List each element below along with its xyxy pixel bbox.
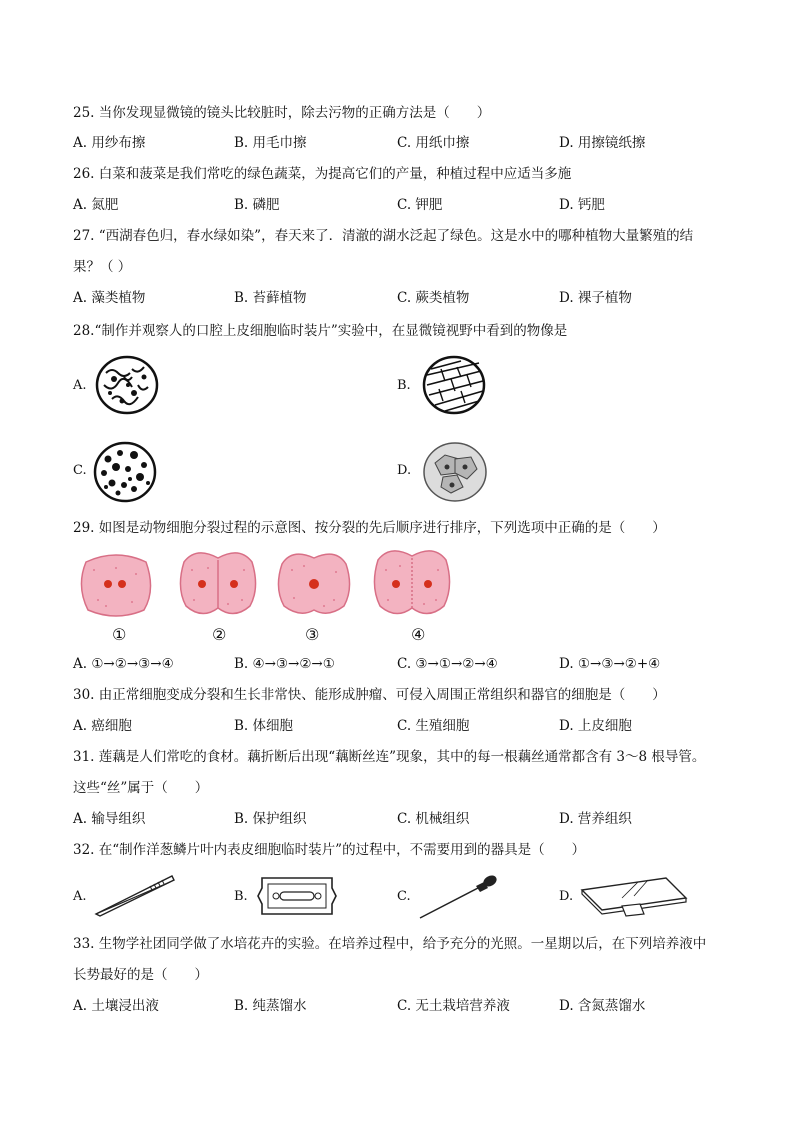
cell-division-stage-1-icon	[76, 550, 156, 620]
q30-option-b[interactable]: B. 体细胞	[234, 718, 294, 734]
cell-division-stage-4-icon	[370, 546, 454, 620]
q31-option-a[interactable]: A. 输导组织	[73, 811, 146, 827]
q29-option-a[interactable]: A. ①→②→③→④	[73, 656, 174, 672]
epithelial-cells-icon[interactable]	[421, 441, 489, 503]
q30-option-a[interactable]: A. 癌细胞	[73, 718, 132, 734]
q33-stem-line2: 长势最好的是（ ）	[73, 967, 208, 983]
q29-option-c[interactable]: C. ③→①→②→④	[397, 656, 498, 672]
q28-option-c-label[interactable]: C.	[73, 463, 87, 478]
q29-stem: 29. 如图是动物细胞分裂过程的示意图、按分裂的先后顺序进行排序，下列选项中正确的是（ ）	[73, 520, 666, 536]
q27-stem-line1: 27. “西湖春色归，春水绿如染”，春天来了．清澈的湖水泛起了绿色。这是水中的哪种植物大量繁殖的结	[73, 228, 694, 244]
q28-option-b-label[interactable]: B.	[397, 378, 411, 393]
q33-stem-line1: 33. 生物学社团同学做了水培花卉的实验。在培养过程中，给予充分的光照。一星期以后，在下列培养液中	[73, 936, 707, 952]
fig-label-4: ④	[411, 625, 426, 644]
q30-option-d[interactable]: D. 上皮细胞	[559, 718, 632, 734]
q27-option-d[interactable]: D. 裸子植物	[559, 290, 632, 306]
q31-option-d[interactable]: D. 营养组织	[559, 811, 632, 827]
q26-option-a[interactable]: A. 氮肥	[73, 197, 119, 213]
q25-option-c[interactable]: C. 用纸巾擦	[397, 135, 470, 151]
q32-option-c-label[interactable]: C.	[397, 889, 411, 904]
q28-option-d-label[interactable]: D.	[397, 463, 412, 478]
cell-division-stage-3-icon	[274, 548, 354, 620]
q32-option-a-label[interactable]: A.	[73, 889, 87, 904]
q25-option-d[interactable]: D. 用擦镜纸擦	[559, 135, 646, 151]
q25-option-b[interactable]: B. 用毛巾擦	[234, 135, 307, 151]
q33-option-d[interactable]: D. 含氮蒸馏水	[559, 998, 646, 1014]
q27-option-c[interactable]: C. 蕨类植物	[397, 290, 470, 306]
q32-stem: 32. 在“制作洋葱鳞片叶内表皮细胞临时装片”的过程中，不需要用到的器具是（ ）	[73, 842, 586, 858]
q25-stem: 25. 当你发现显微镜的镜头比较脏时，除去污物的正确方法是（ ）	[73, 105, 491, 121]
q30-option-c[interactable]: C. 生殖细胞	[397, 718, 470, 734]
cell-division-stage-2-icon	[176, 548, 260, 620]
q31-option-c[interactable]: C. 机械组织	[397, 811, 470, 827]
q28-option-a-label[interactable]: A.	[73, 378, 87, 393]
fig-label-1: ①	[112, 625, 127, 644]
elongated-cells-icon[interactable]	[421, 355, 487, 415]
q32-option-d-label[interactable]: D.	[559, 889, 574, 904]
q28-stem: 28.“制作并观察人的口腔上皮细胞临时装片”实验中，在显微镜视野中看到的物像是	[73, 323, 568, 339]
q30-stem: 30. 由正常细胞变成分裂和生长非常快、能形成肿瘤、可侵入周围正常组织和器官的细胞是（ ）	[73, 687, 666, 703]
q31-stem-line2: 这些“丝”属于（ ）	[73, 780, 209, 796]
q33-option-c[interactable]: C. 无土栽培营养液	[397, 998, 510, 1014]
tweezers-icon[interactable]	[92, 870, 176, 920]
q26-option-b[interactable]: B. 磷肥	[234, 197, 280, 213]
q31-option-b[interactable]: B. 保护组织	[234, 811, 307, 827]
q31-stem-line1: 31. 莲藕是人们常吃的食材。藕折断后出现“藕断丝连”现象，其中的每一根藕丝通常都含有 3～8 根导管。	[73, 749, 706, 765]
q32-option-b-label[interactable]: B.	[234, 889, 248, 904]
fig-label-3: ③	[305, 625, 320, 644]
q27-stem-line2: 果？（ ）	[73, 259, 132, 275]
glass-slide-icon[interactable]	[578, 872, 690, 924]
q27-option-a[interactable]: A. 藻类植物	[73, 290, 146, 306]
q27-option-b[interactable]: B. 苔藓植物	[234, 290, 307, 306]
q33-option-a[interactable]: A. 土壤浸出液	[73, 998, 159, 1014]
q26-stem: 26. 白菜和菠菜是我们常吃的绿色蔬菜，为提高它们的产量，种植过程中应适当多施	[73, 166, 572, 182]
razor-blade-icon[interactable]	[256, 874, 338, 918]
dropper-icon[interactable]	[416, 872, 500, 922]
q25-option-a[interactable]: A. 用纱布擦	[73, 135, 146, 151]
q26-option-c[interactable]: C. 钾肥	[397, 197, 443, 213]
fig-label-2: ②	[212, 625, 227, 644]
q33-option-b[interactable]: B. 纯蒸馏水	[234, 998, 307, 1014]
dotted-cells-icon[interactable]	[92, 441, 158, 503]
q29-option-d[interactable]: D. ①→③→②+④	[559, 656, 661, 672]
q26-option-d[interactable]: D. 钙肥	[559, 197, 605, 213]
q29-option-b[interactable]: B. ④→③→②→①	[234, 656, 335, 672]
stained-cells-icon[interactable]	[94, 355, 160, 415]
